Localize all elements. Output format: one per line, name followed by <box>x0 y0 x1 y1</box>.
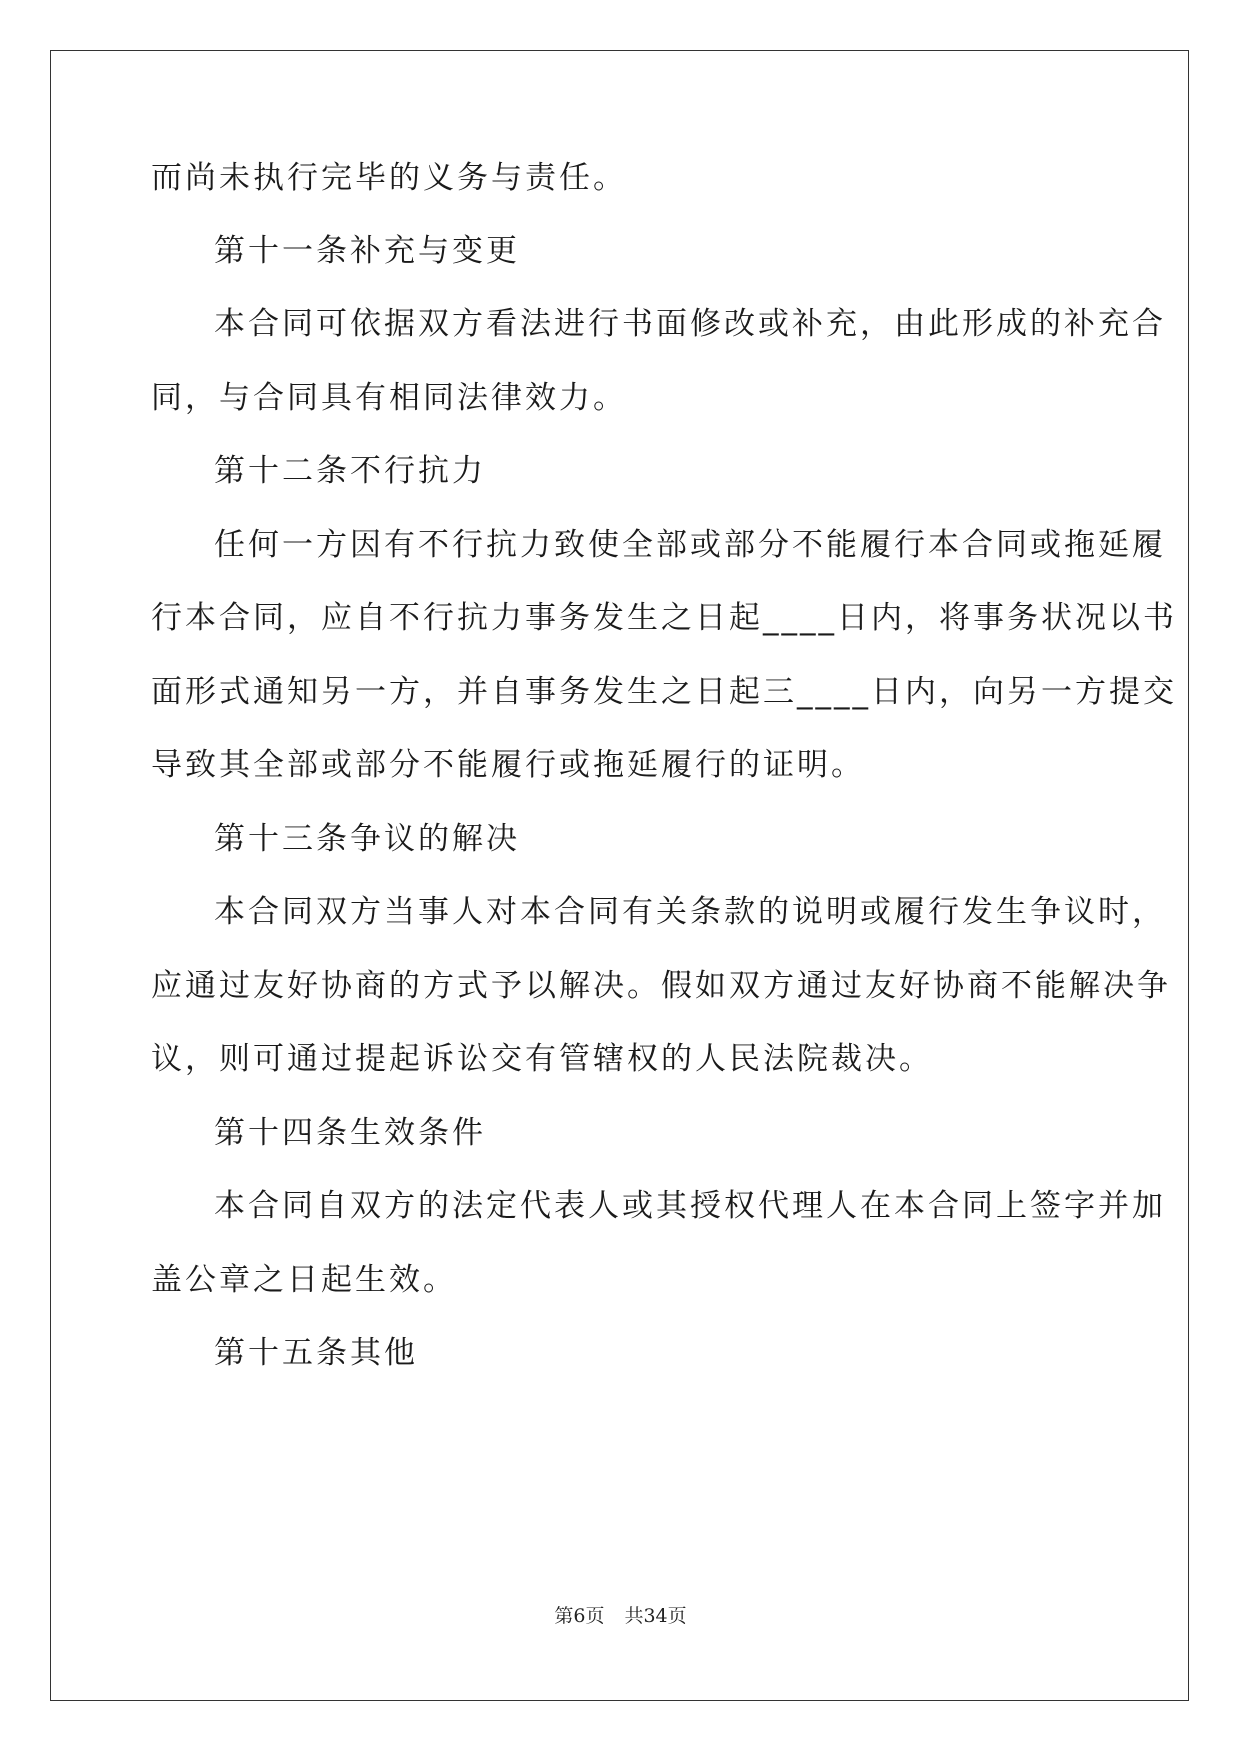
paragraph-line: 而尚未执行完毕的义务与责任。 <box>151 160 627 196</box>
article-heading: 第十三条争议的解决 <box>214 821 520 857</box>
paragraph-line: 面形式通知另一方，并自事务发生之日起三____日内，向另一方提交 <box>151 674 1177 710</box>
paragraph-line: 盖公章之日起生效。 <box>151 1262 457 1298</box>
page-number-total: 共34页 <box>624 1605 687 1627</box>
article-heading: 第十一条补充与变更 <box>214 233 520 269</box>
paragraph-line: 同，与合同具有相同法律效力。 <box>151 380 627 416</box>
paragraph-line: 应通过友好协商的方式予以解决。假如双方通过友好协商不能解决争 <box>151 968 1171 1004</box>
paragraph-line: 本合同双方当事人对本合同有关条款的说明或履行发生争议时， <box>214 894 1166 930</box>
paragraph-line: 议，则可通过提起诉讼交有管辖权的人民法院裁决。 <box>151 1041 933 1077</box>
paragraph-line: 导致其全部或部分不能履行或拖延履行的证明。 <box>151 747 865 783</box>
page-border <box>50 50 1189 1701</box>
article-heading: 第十二条不行抗力 <box>214 453 486 489</box>
paragraph-line: 本合同可依据双方看法进行书面修改或补充，由此形成的补充合 <box>214 306 1166 342</box>
paragraph-line: 任何一方因有不行抗力致使全部或部分不能履行本合同或拖延履 <box>214 527 1166 563</box>
page-number-current: 第6页 <box>554 1605 605 1627</box>
paragraph-line: 行本合同，应自不行抗力事务发生之日起____日内，将事务状况以书 <box>151 600 1177 636</box>
paragraph-line: 本合同自双方的法定代表人或其授权代理人在本合同上签字并加 <box>214 1188 1166 1224</box>
article-heading: 第十四条生效条件 <box>214 1115 486 1151</box>
article-heading: 第十五条其他 <box>214 1335 418 1371</box>
page-footer <box>0 1604 1241 1628</box>
